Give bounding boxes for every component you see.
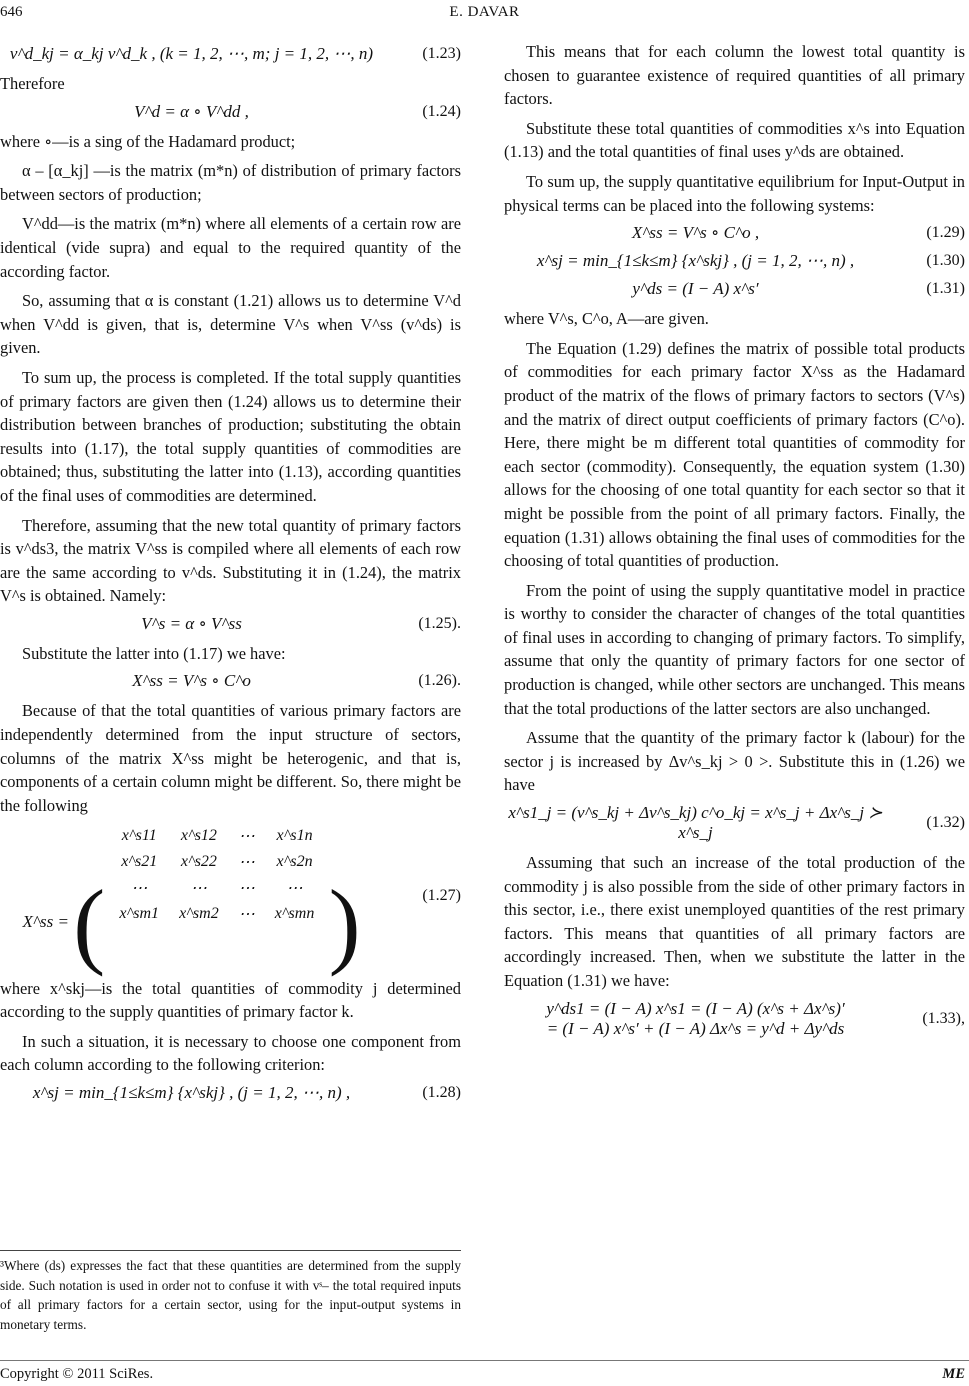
equation-1-32 bbox=[504, 803, 965, 843]
matrix bbox=[109, 823, 324, 927]
equation-1-25 bbox=[0, 614, 461, 634]
equation-body bbox=[504, 999, 887, 1039]
equation-number: (1.31) bbox=[926, 280, 965, 298]
matrix-cell: x^s21 bbox=[121, 853, 158, 871]
equation-number: (1.29) bbox=[926, 224, 965, 242]
equation-number: (1.32) bbox=[926, 814, 965, 832]
equation-body: V^d = α ∘ V^dd , bbox=[134, 101, 249, 121]
matrix-cell: x^s2n bbox=[276, 853, 313, 871]
paragraph: Therefore, assuming that the new total quantity of primary factors is v^ds3, the matrix V^ss is compiled where all elements of each row are the same according to v^ds. Substituting it in (1.24), the matrix V^s is obtained. Namely: bbox=[0, 515, 461, 606]
equation-number: (1.23) bbox=[422, 45, 461, 62]
equation-number: (1.33), bbox=[922, 1009, 965, 1027]
equation-number: (1.26). bbox=[418, 672, 461, 690]
equation-number: (1.28) bbox=[422, 1083, 461, 1101]
paragraph: where V^s, C^o, A—are given. bbox=[504, 309, 709, 329]
equation-body: y^ds = (I − A) x^s′ bbox=[632, 279, 759, 299]
equation-1-33 bbox=[504, 999, 965, 1039]
page-number: 646 bbox=[0, 4, 23, 20]
left-column bbox=[0, 40, 461, 1111]
equation-1-30 bbox=[504, 251, 965, 271]
matrix-row bbox=[109, 901, 324, 927]
equation-body: v^d_kj = α_kj v^d_k , (k = 1, 2, ⋯, m; j = 1, 2, ⋯, n) bbox=[9, 44, 374, 63]
paragraph: Substitute these total quantities of commodities x^s into Equation (1.13) and the total quantities of final uses y^ds are obtained. bbox=[504, 118, 965, 162]
matrix-cell: ⋯ bbox=[238, 880, 255, 898]
matrix-cell: x^s12 bbox=[180, 827, 217, 845]
equation-1-29 bbox=[504, 223, 965, 243]
paragraph: Substitute the latter into (1.17) we have: bbox=[22, 643, 286, 663]
right-column bbox=[504, 40, 965, 1047]
matrix-cell: ⋯ bbox=[286, 880, 303, 898]
paragraph: V^dd—is the matrix (m*n) where all elements of a certain row are identical (vide supra) and equal to the required quantity of the according factor. bbox=[0, 214, 461, 281]
equation-body: V^s = α ∘ V^ss bbox=[141, 613, 242, 633]
paragraph: α – [α_kj] —is the matrix (m*n) of distribution of primary factors between sectors of production; bbox=[0, 161, 461, 204]
journal-abbreviation: ME bbox=[942, 1366, 965, 1382]
right-paren: ) bbox=[328, 869, 361, 977]
equation-body: X^ss = V^s ∘ C^o bbox=[132, 671, 251, 691]
matrix-cell: x^sm2 bbox=[179, 905, 219, 923]
matrix-cell: ⋯ bbox=[238, 854, 255, 872]
matrix-cell: ⋯ bbox=[131, 880, 148, 898]
equation-number: (1.25). bbox=[418, 614, 461, 632]
equation-1-28 bbox=[0, 1083, 461, 1103]
paragraph: The Equation (1.29) defines the matrix of possible total products of commodities for each primary factor X^ss as the Hadamard product of the matrix of the flows of primary factors to sectors (V^s) and the matrix of direct output coefficients of primary factors (C^o). Here, there might be m different total quantities of commodity for each sector (commodity). Consequently, the equation system (1.30) allows for the choosing of one total quantity for each sector so that it might be possible from the point of all primary factors. Finally, the equation (1.31) allows obtaining the final uses of commodities for the choosing of total quantities of production. bbox=[504, 338, 965, 571]
paragraph: This means that for each column the lowest total quantity is chosen to guarantee existence of required quantities of all primary factors. bbox=[504, 42, 965, 109]
matrix-cell: ⋯ bbox=[238, 828, 255, 846]
matrix-cell: x^s11 bbox=[121, 827, 157, 845]
matrix-cell: x^s22 bbox=[180, 853, 217, 871]
paragraph: From the point of using the supply quantitative model in practice is worthy to consider the character of changes of the total quantities of final uses in according to changing of primary factors. To simplify, assume that only the quantity of primary factors for one sector of production is changed, while other sectors are unchanged. This means that the total productions of the latter sectors are also unchanged. bbox=[504, 580, 965, 718]
matrix-cell: ⋯ bbox=[238, 906, 255, 924]
equation-1-23 bbox=[0, 44, 461, 64]
paragraph: So, assuming that α is constant (1.21) allows us to determine V^d when V^dd is given, that is, determine V^s when V^ss (v^ds) is given. bbox=[0, 291, 461, 358]
equation-number: (1.27) bbox=[422, 886, 461, 904]
equation-line: = (I − A) x^s′ + (I − A) Δx^s = y^d + Δy^ds bbox=[546, 1018, 845, 1038]
paragraph: In such a situation, it is necessary to choose one component from each column according to the following criterion: bbox=[0, 1031, 461, 1075]
left-paren: ( bbox=[73, 869, 106, 977]
matrix-cell: x^smn bbox=[274, 905, 315, 923]
footer-divider bbox=[0, 1360, 969, 1361]
equation-1-27 bbox=[0, 823, 461, 977]
footnote: ³Where (ds) expresses the fact that these quantities are determined from the supply side. Such notation is used in order not to confuse it with vˢ– the total required inputs of all primary factors for a certain sector, using for the input-output systems in monetary terms. bbox=[0, 1258, 461, 1332]
paragraph: To sum up, the supply quantitative equilibrium for Input-Output in physical terms can be placed into the following systems: bbox=[504, 171, 965, 215]
equation-1-24 bbox=[0, 102, 461, 122]
equation-1-31 bbox=[504, 279, 965, 299]
matrix-lhs: X^ss = bbox=[22, 912, 69, 932]
matrix-cell: x^s1n bbox=[276, 827, 313, 845]
matrix-row bbox=[109, 875, 324, 901]
matrix-equation bbox=[0, 823, 383, 977]
equation-number: (1.30) bbox=[926, 252, 965, 270]
running-head: E. DAVAR bbox=[449, 4, 520, 20]
equation-body: x^s1_j = (v^s_kj + Δv^s_kj) c^o_kj = x^s_j + Δx^s_j ≻ x^s_j bbox=[508, 803, 883, 843]
equation-line: y^ds1 = (I − A) x^s1 = (I − A) (x^s + Δx^s)′ bbox=[546, 998, 845, 1018]
equation-body: x^sj = min_{1≤k≤m} {x^skj} , (j = 1, 2, ⋯, n) , bbox=[536, 251, 855, 271]
matrix-row bbox=[109, 823, 324, 849]
paragraph: Because of that the total quantities of various primary factors are independently determined from the input structure of sectors, columns of the matrix X^ss might be heterogenic, and that is, components of a certain column might be different. So, there might be the following bbox=[0, 701, 461, 815]
paragraph: where ∘—is a sing of the Hadamard product; bbox=[0, 131, 296, 151]
paragraph: where x^skj—is the total quantities of commodity j determined according to the supply quantities of primary factor k. bbox=[0, 978, 461, 1022]
paragraph: To sum up, the process is completed. If the total supply quantities of primary factors are given then (1.24) allows us to determine their distribution between branches of production; substituting the obtain results into (1.17), the total supply quantities of commodities are obtained; thus, substituting the latter into (1.13), according quantities of the final uses of commodities are determined. bbox=[0, 367, 461, 505]
equation-1-26 bbox=[0, 671, 461, 691]
copyright-notice: Copyright © 2011 SciRes. bbox=[0, 1366, 154, 1382]
equation-body: x^sj = min_{1≤k≤m} {x^skj} , (j = 1, 2, ⋯, n) , bbox=[32, 1082, 351, 1102]
footnote-divider bbox=[0, 1250, 461, 1251]
paragraph: Assuming that such an increase of the total production of the commodity j is also possible from the side of other primary factors in this sector, i.e., there exist unemployed quantities of the rest primary factors. This means that quantities of all primary factors are accordingly increased. Then, when we substitute the latter in the Equation (1.31) we have: bbox=[504, 853, 965, 990]
paragraph: Therefore bbox=[0, 74, 65, 93]
matrix-row bbox=[109, 849, 324, 875]
equation-number: (1.24) bbox=[422, 102, 461, 120]
equation-body: X^ss = V^s ∘ C^o , bbox=[631, 223, 760, 243]
matrix-cell: x^sm1 bbox=[119, 905, 160, 923]
matrix-cell: ⋯ bbox=[190, 880, 207, 898]
paragraph: Assume that the quantity of the primary factor k (labour) for the sector j is increased by Δv^s_kj > 0 >. Substitute this in (1.26) we have bbox=[504, 728, 965, 795]
